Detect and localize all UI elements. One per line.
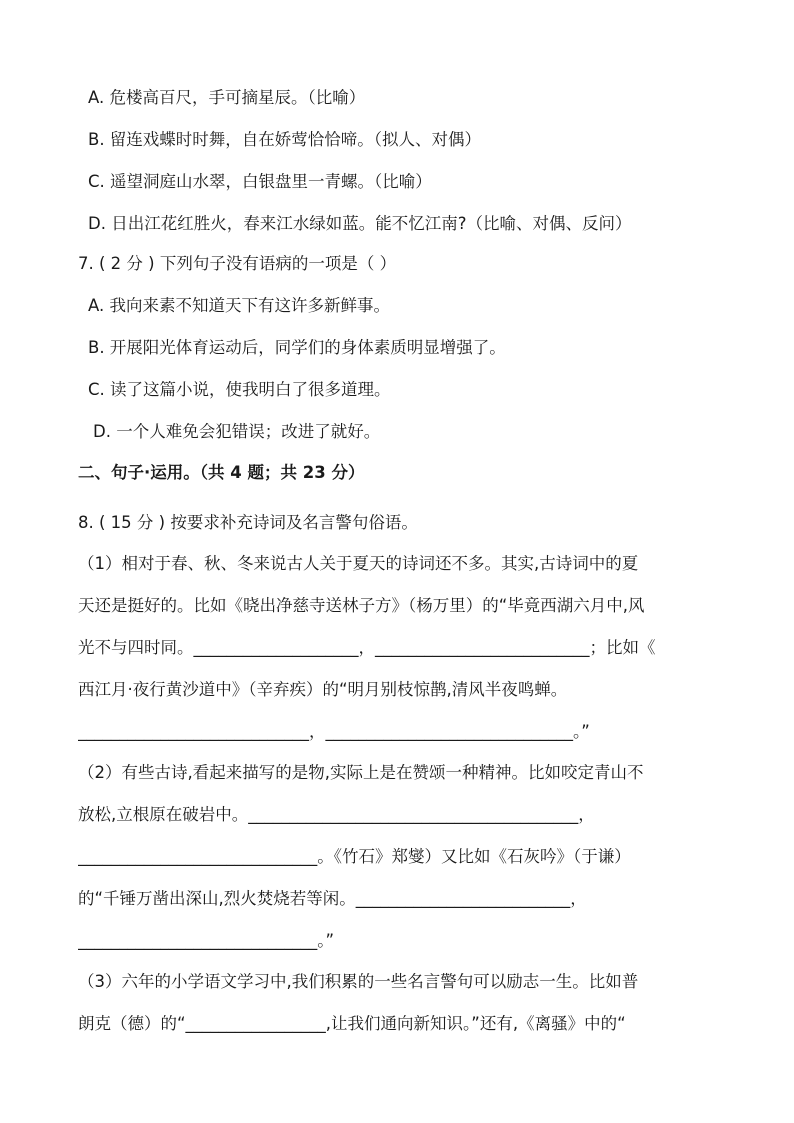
option-7b: B. 开展阳光体育运动后，同学们的身体素质明显增强了。 — [88, 338, 506, 357]
option-6d: D. 日出江花红胜火，春来江水绿如蓝。能不忆江南?（比喻、对偶、反问） — [88, 214, 632, 233]
q8-part1-line5: ____________________________，______________________________。” — [78, 722, 590, 741]
q8-part1-line1: （1）相对于春、秋、冬来说古人关于夏天的诗词还不多。其实,古诗词中的夏 — [78, 554, 639, 573]
q8-part1-line3: 光不与四时同。____________________，__________________________；比如《 — [78, 638, 656, 657]
q8-part2-line4: 的“千锤万凿出深山,烈火焚烧若等闲。__________________________， — [78, 889, 587, 908]
q8-part3-line1: （3）六年的小学语文学习中,我们积累的一些名言警句可以励志一生。比如普 — [78, 972, 639, 991]
option-6c: C. 遥望洞庭山水翠，白银盘里一青螺。（比喻） — [88, 172, 432, 191]
q8-part2-line5: _____________________________。” — [78, 931, 335, 950]
question-7: 7. ( 2 分 ) 下列句子没有语病的一项是（ ） — [78, 254, 397, 273]
q8-part1-line4: 西江月·夜行黄沙道中》（辛弃疾）的“明月别枝惊鹊,清风半夜鸣蝉。 — [78, 680, 568, 699]
section-heading: 二、句子·运用。（共 4 题；共 23 分） — [78, 463, 365, 482]
q8-part2-line1: （2）有些古诗,看起来描写的是物,实际上是在赞颂一种精神。比如咬定青山不 — [78, 763, 644, 782]
option-7c: C. 读了这篇小说，使我明白了很多道理。 — [88, 380, 391, 399]
q8-part1-line2: 天还是挺好的。比如《晓出净慈寺送林子方》（杨万里）的“毕竟西湖六月中,风 — [78, 596, 645, 615]
option-6b: B. 留连戏蝶时时舞，自在娇莺恰恰啼。（拟人、对偶） — [88, 130, 482, 149]
option-6a: A. 危楼高百尺，手可摘星辰。（比喻） — [88, 88, 366, 107]
question-8: 8. ( 15 分 ) 按要求补充诗词及名言警句俗语。 — [78, 513, 418, 532]
option-7d: D. 一个人难免会犯错误；改进了就好。 — [93, 422, 381, 441]
option-7a: A. 我向来素不知道天下有这许多新鲜事。 — [88, 296, 390, 315]
q8-part3-line2: 朗克（德）的“_________________,让我们通向新知识。”还有,《离骚》中的“ — [78, 1014, 626, 1033]
q8-part2-line3: _____________________________。《竹石》郑燮）又比如《石灰吟》（于谦） — [78, 847, 631, 866]
q8-part2-line2: 放松,立根原在破岩中。________________________________________， — [78, 805, 595, 824]
